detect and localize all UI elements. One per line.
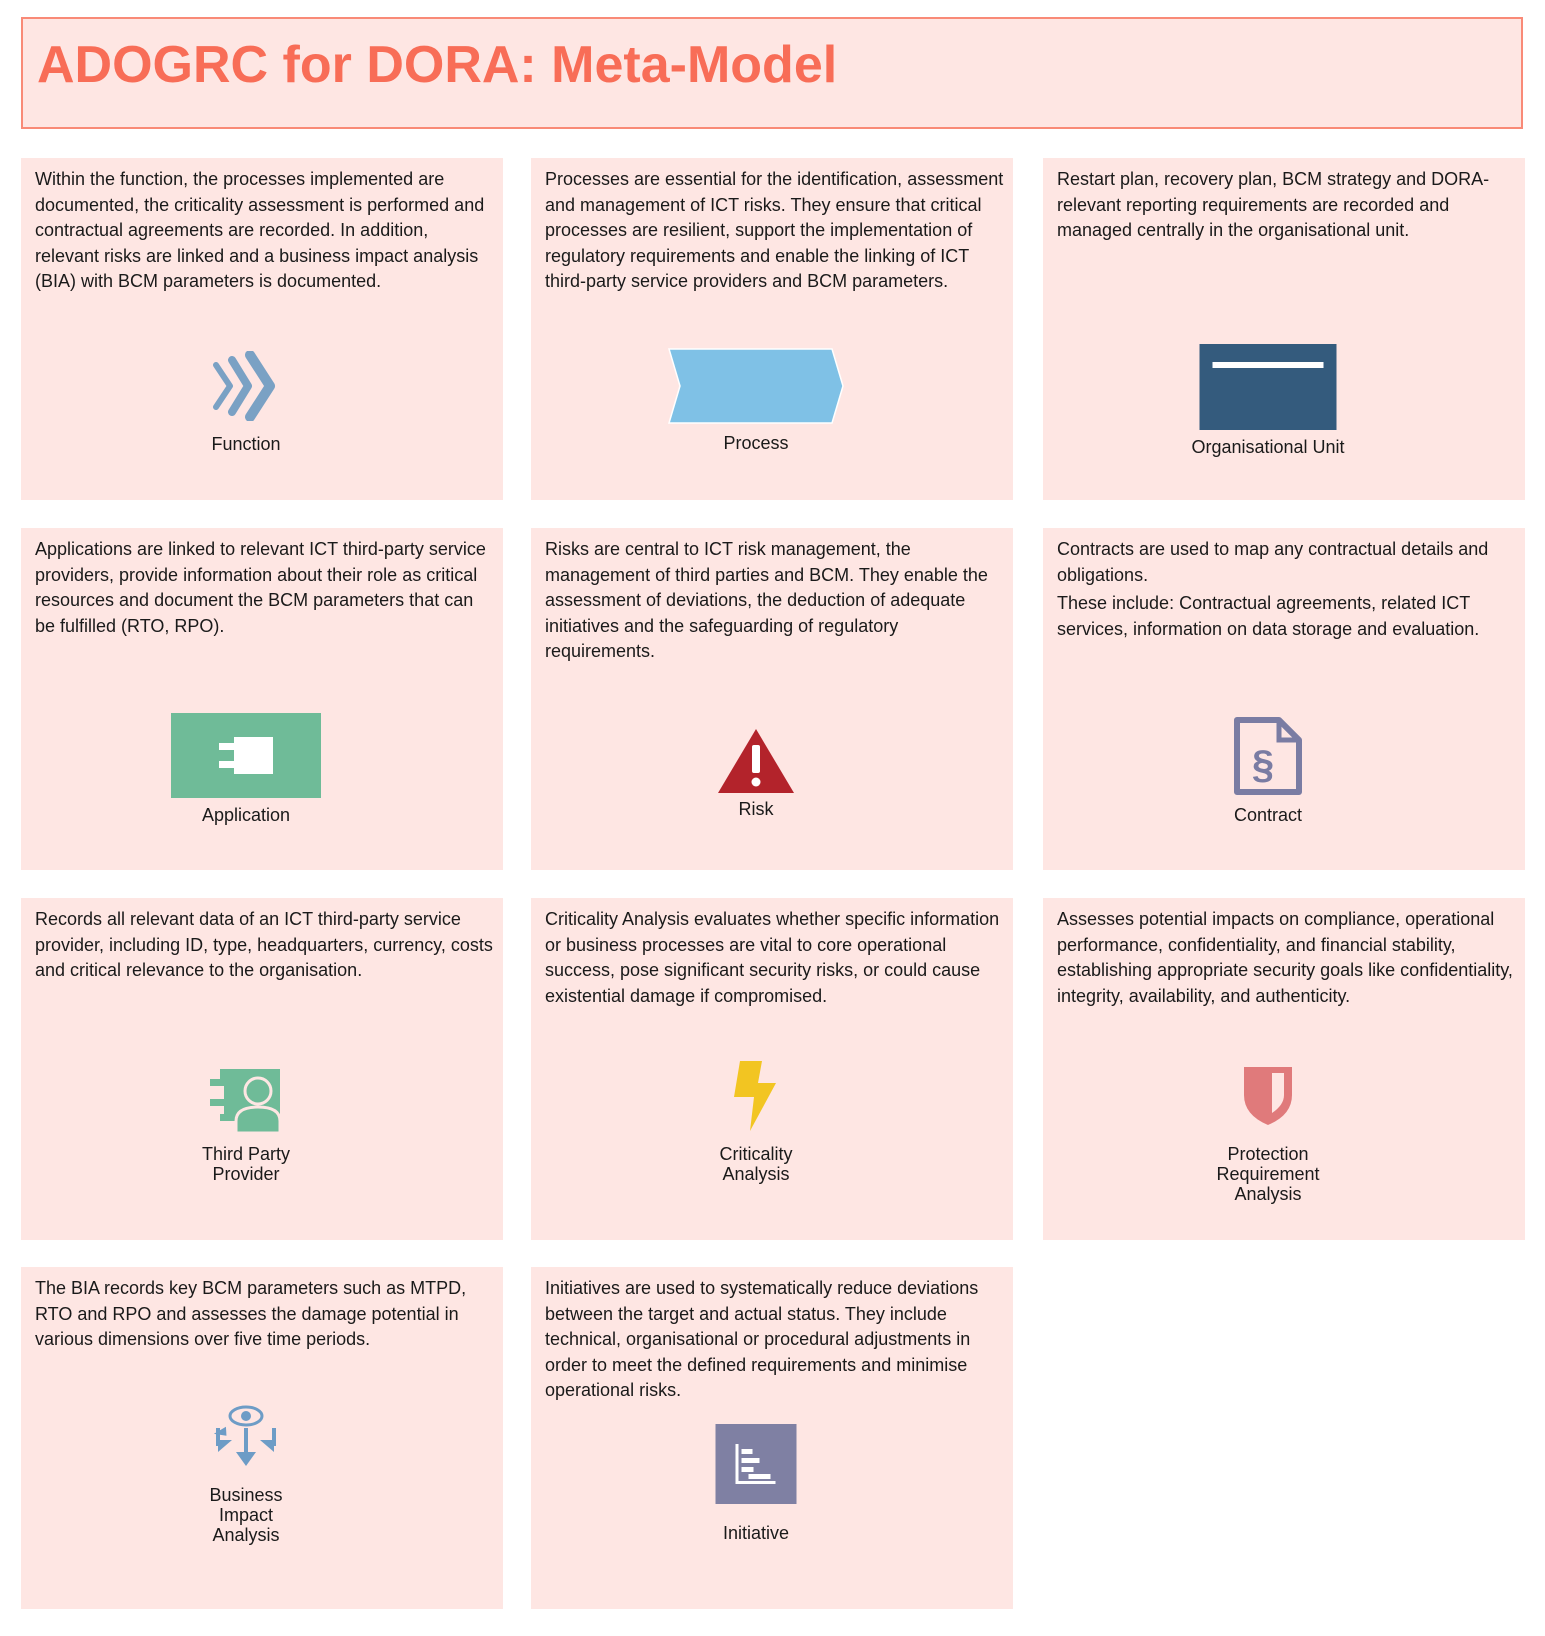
card-protection-requirement-analysis [1043, 898, 1525, 1240]
card-description: Criticality Analysis evaluates whether specific information or business processes are vital to core operational success, pose significant security risks, or could cause existential damage if compromised. [545, 909, 1000, 1006]
card-description: Contracts are used to map any contractual details and obligations. These include: Contractual agreements, related ICT services, information on data storage and evaluation. [1057, 539, 1489, 639]
card-label: Initiative [722, 1523, 790, 1543]
card-label: Protection Requirement Analysis [1216, 1144, 1320, 1204]
card-third-party-provider [21, 898, 503, 1240]
card-description: Applications are linked to relevant ICT third-party service providers, provide information about their role as critical resources and document the BCM parameters that can be fulfilled (RTO, RPO). [35, 539, 486, 636]
card-application [21, 528, 503, 870]
card-description: Assesses potential impacts on compliance, operational performance, confidentiality, and financial stability, establishing appropriate security goals like confidentiality, integrity, availability, and authenticity. [1057, 909, 1513, 1006]
title-banner [21, 17, 1523, 129]
card-label: Business Impact Analysis [209, 1485, 283, 1545]
card-description: The BIA records key BCM parameters such as MTPD, RTO and RPO and assesses the damage potential in various dimensions over five time periods. [35, 1278, 467, 1349]
card-business-impact-analysis [21, 1267, 503, 1609]
card-description: Records all relevant data of an ICT third-party service provider, including ID, type, headquarters, currency, costs and critical relevance to the organisation. [35, 909, 493, 980]
chevrons-icon [210, 351, 282, 421]
card-description: Processes are essential for the identification, assessment and management of ICT risks. They ensure that critical processes are resilient, support the implementation of regulatory requirements and enable the linking of ICT third-party service providers and BCM parameters. [545, 169, 1004, 291]
card-description: Initiatives are used to systematically reduce deviations between the target and actual status. They include technical, organisational or procedural adjustments in order to meet the defined requirements and minimise operational risks. [545, 1278, 979, 1400]
card-process [531, 158, 1013, 500]
card-label: Criticality Analysis [719, 1144, 793, 1184]
org-unit-icon [1200, 344, 1337, 430]
card-label: Contract [1233, 805, 1303, 825]
svg-text:§: § [1251, 743, 1275, 787]
lightning-icon [734, 1061, 778, 1131]
warning-triangle-icon [716, 727, 796, 795]
card-label: Application [201, 805, 291, 825]
card-criticality-analysis [531, 898, 1013, 1240]
application-component-icon [171, 713, 321, 798]
card-function [21, 158, 503, 500]
card-description: Restart plan, recovery plan, BCM strategy and DORA-relevant reporting requirements are recorded and managed centrally in the organisational unit. [1057, 169, 1490, 240]
initiative-chart-icon [716, 1424, 797, 1504]
card-label: Process [723, 433, 789, 453]
card-risk [531, 528, 1013, 870]
card-label: Organisational Unit [1191, 437, 1345, 457]
process-arrow-icon [668, 348, 844, 424]
page-title: ADOGRC for DORA: Meta-Model [37, 36, 838, 94]
card-label: Risk [738, 799, 774, 819]
card-initiative [531, 1267, 1013, 1609]
eye-arrows-icon [214, 1404, 278, 1468]
third-party-provider-icon [210, 1069, 282, 1133]
contract-document-icon [1233, 716, 1303, 796]
card-label: Function [211, 434, 281, 454]
card-label: Third Party Provider [201, 1144, 291, 1184]
card-description: Risks are central to ICT risk management, the management of third parties and BCM. They enable the assessment of deviations, the deduction of adequate initiatives and the safeguarding of regulatory requirements. [545, 539, 988, 661]
card-contract [1043, 528, 1525, 870]
shield-icon [1242, 1065, 1294, 1127]
card-organisational-unit [1043, 158, 1525, 500]
card-description: Within the function, the processes implemented are documented, the criticality assessment is performed and contractual agreements are recorded. In addition, relevant risks are linked and a business impact analysis (BIA) with BCM parameters is documented. [35, 169, 485, 291]
